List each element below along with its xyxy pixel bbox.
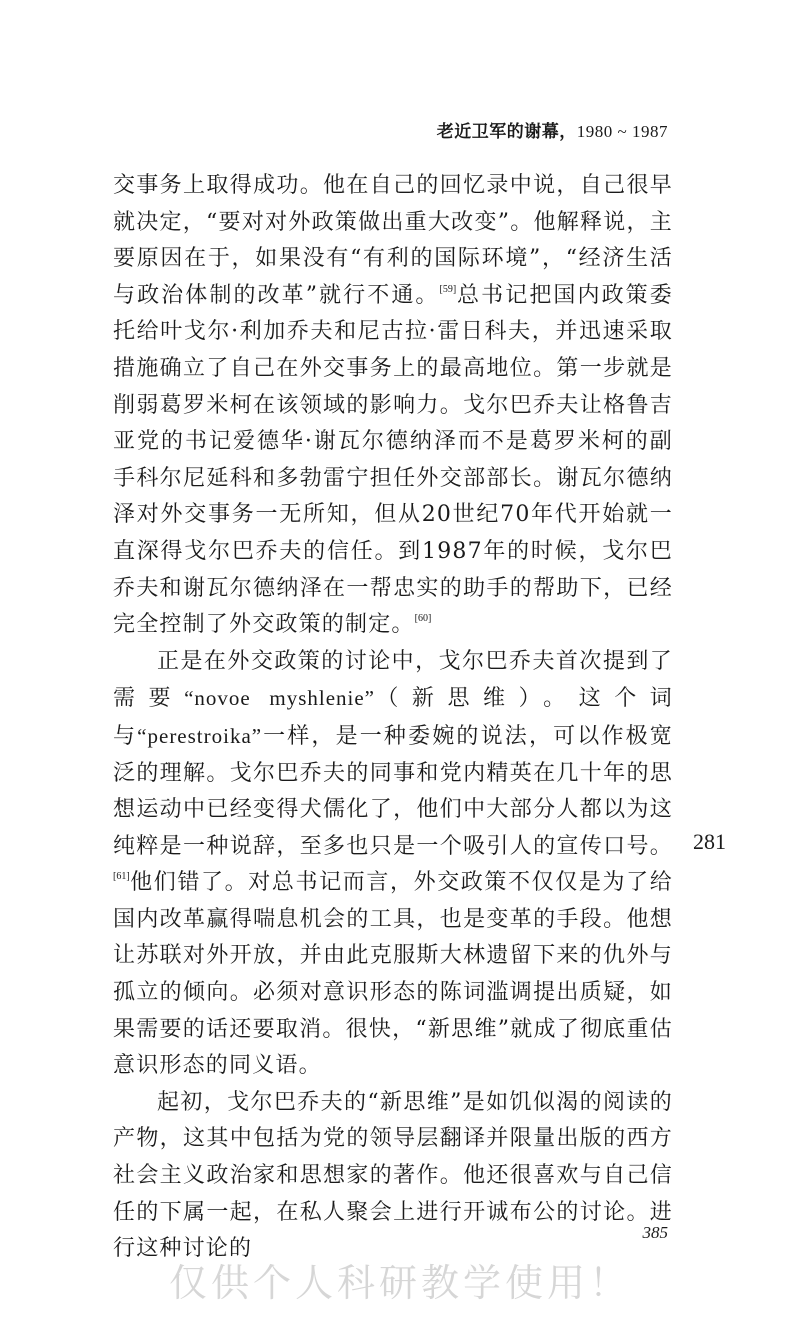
watermark-text: 仅供个人科研教学使用！ [168,1261,631,1305]
footnote-ref-60: [60] [414,613,432,625]
paragraph-1 [113,168,673,644]
term-perestroika: “perestroika” [137,723,263,748]
footnote-ref-61: [61] [113,871,130,883]
header-separator: ， [559,122,577,142]
term-novoe-myshlenie: “novoe myshlenie” [184,686,375,711]
paragraph-2-part-a: 正是在外交政策的讨论中，戈尔巴乔夫首次提到了需要 [113,648,673,712]
paragraph-2-part-b: （新思维）。这个词与 [113,686,673,749]
paragraph-3: 起初，戈尔巴乔夫的“新思维”是如饥似渴的阅读的产物，这其中包括为党的领导层翻译并限量出版的西方社会主义政治家和思想家的著作。他还很喜欢与自己信任的下属一起，在私人聚会上进行开诚布公的讨论。进行这种讨论的 [113,1089,673,1262]
header-title: 老近卫军的谢幕 [436,122,560,142]
original-page-marker: 281 [693,829,726,854]
page-number: 385 [642,1223,668,1242]
paragraph-2-part-c: 一样，是一种委婉的说法，可以作极宽泛的理解。戈尔巴乔夫的同事和党内精英在几十年的思想运动中已经变得犬儒化了，他们中大部分人都以为这纯粹是一种说辞，至多也只是一个吸引人的宣传口号。 [113,723,673,859]
paragraph-1-part-a: 交事务上取得成功。他在自己的回忆录中说，自己很早就决定，“要对对外政策做出重大改变”。他解释说，主要原因在于，如果没有“有利的国际环境”，“经济生活与政治体制的改革”就行不通。 [113,173,673,308]
header-years: 1980 ~ 1987 [576,122,668,141]
footnote-ref-59: [59] [439,283,457,295]
running-header [437,117,668,142]
paragraph-2-part-d: 他们错了。对总书记而言，外交政策不仅仅是为了给国内改革赢得喘息机会的工具，也是变革的手段。他想让苏联对外开放，并由此克服斯大林遗留下来的仇外与孤立的倾向。必须对意识形态的陈词滥调提出质疑，如果需要的话还要取消。很快，“新思维”就成了彻底重估意识形态的同义语。 [113,870,673,1079]
body-text [113,168,673,1268]
paragraph-1-part-b: 总书记把国内政策委托给叶戈尔·利加乔夫和尼古拉·雷日科夫，并迅速采取措施确立了自己在外交事务上的最高地位。第一步就是削弱葛罗米柯在该领域的影响力。戈尔巴乔夫让格鲁吉亚党的书记爱德华·谢瓦尔德纳泽而不是葛罗米柯的副手科尔尼延科和多勃雷宁担任外交部部长。谢瓦尔德纳泽对外交事务一无所知，但从20世纪70年代开始就一直深得戈尔巴乔夫的信任。到1987年的时候，戈尔巴乔夫和谢瓦尔德纳泽在一帮忠实的助手的帮助下，已经完全控制了外交政策的制定。 [113,282,673,638]
paragraph-2 [113,644,673,1085]
